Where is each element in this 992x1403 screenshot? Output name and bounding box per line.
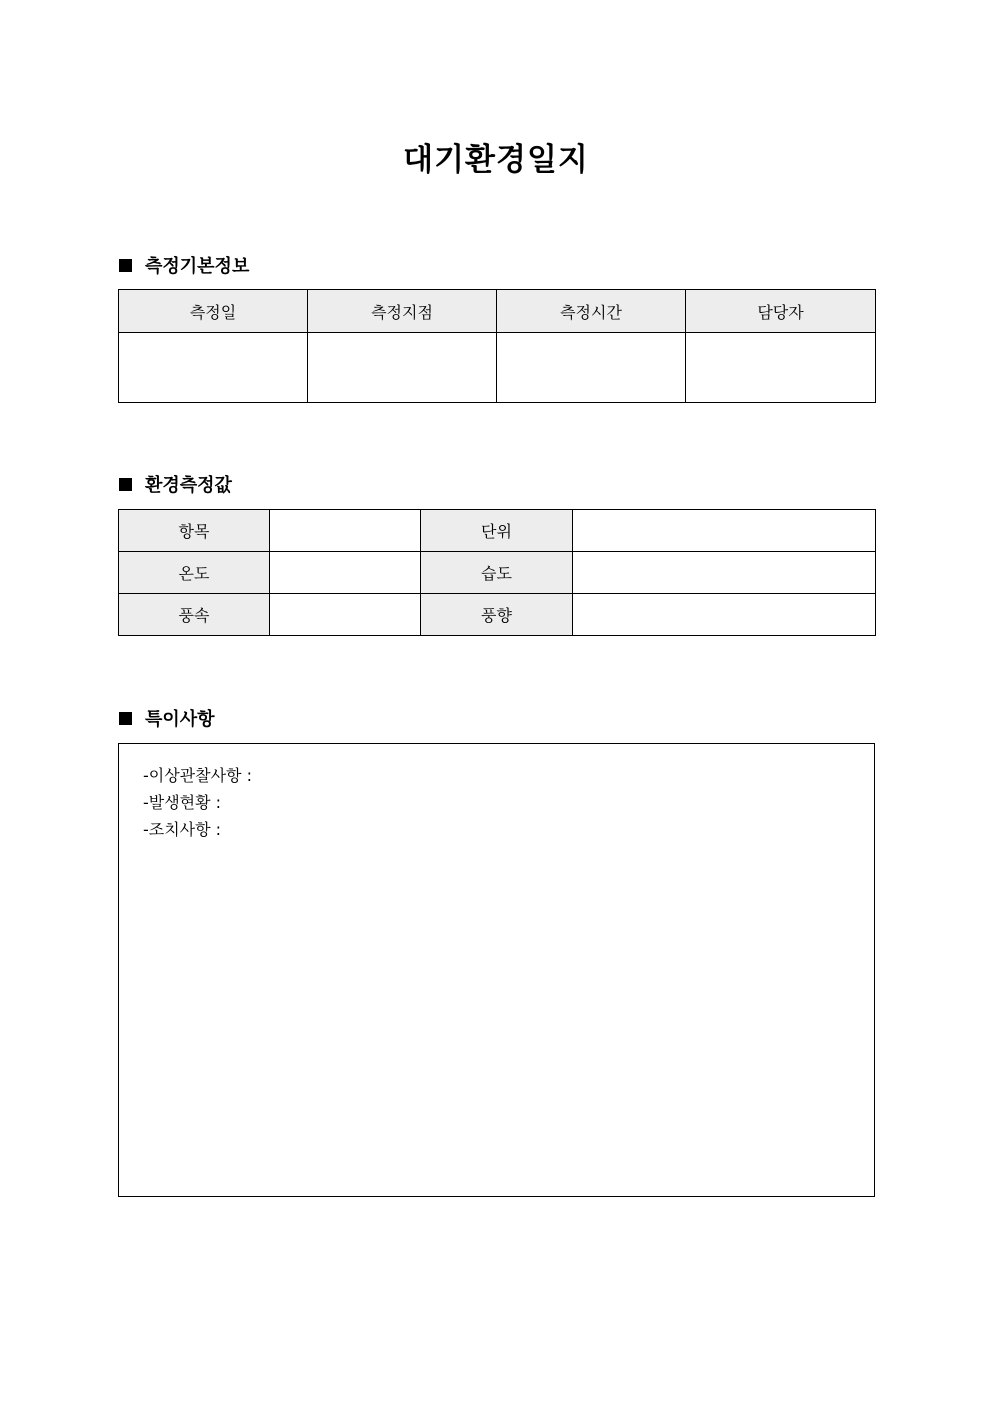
label-wind-direction: 풍향 bbox=[421, 594, 573, 636]
table-row bbox=[119, 510, 876, 552]
wind-speed-value-cell[interactable] bbox=[270, 594, 421, 636]
header-measurement-date: 측정일 bbox=[119, 290, 308, 333]
table-row bbox=[119, 333, 876, 403]
header-person-in-charge: 담당자 bbox=[686, 290, 876, 333]
label-humidity: 습도 bbox=[421, 552, 573, 594]
header-measurement-location: 측정지점 bbox=[308, 290, 497, 333]
header-measurement-time: 측정시간 bbox=[497, 290, 686, 333]
square-bullet-icon bbox=[119, 712, 132, 725]
unit-value-cell[interactable] bbox=[573, 510, 876, 552]
section-heading-label: 특이사항 bbox=[145, 709, 215, 730]
document-title: 대기환경일지 bbox=[403, 142, 589, 178]
section-heading-label: 환경측정값 bbox=[145, 475, 232, 496]
wind-direction-value-cell[interactable] bbox=[573, 594, 876, 636]
measurement-time-cell[interactable] bbox=[497, 333, 686, 403]
section-heading-notes bbox=[119, 705, 215, 731]
measurement-date-cell[interactable] bbox=[119, 333, 308, 403]
square-bullet-icon bbox=[119, 478, 132, 491]
note-observation: -이상관찰사항 : bbox=[143, 766, 252, 785]
item-value-cell[interactable] bbox=[270, 510, 421, 552]
notes-box[interactable] bbox=[118, 743, 875, 1197]
table-row bbox=[119, 552, 876, 594]
note-actions-taken: -조치사항 : bbox=[143, 820, 222, 839]
label-item: 항목 bbox=[119, 510, 270, 552]
label-unit: 단위 bbox=[421, 510, 573, 552]
section-heading-label: 측정기본정보 bbox=[145, 256, 250, 277]
label-wind-speed: 풍속 bbox=[119, 594, 270, 636]
measurements-table bbox=[118, 509, 876, 636]
note-occurrence-status: -발생현황 : bbox=[143, 793, 222, 812]
measurement-location-cell[interactable] bbox=[308, 333, 497, 403]
temperature-value-cell[interactable] bbox=[270, 552, 421, 594]
table-row bbox=[119, 594, 876, 636]
table-header-row bbox=[119, 290, 876, 333]
square-bullet-icon bbox=[119, 259, 132, 272]
person-in-charge-cell[interactable] bbox=[686, 333, 876, 403]
notes-list bbox=[143, 762, 252, 843]
section-heading-basic-info bbox=[119, 252, 249, 278]
section-heading-measurements bbox=[119, 471, 232, 497]
label-temperature: 온도 bbox=[119, 552, 270, 594]
humidity-value-cell[interactable] bbox=[573, 552, 876, 594]
basic-info-table bbox=[118, 289, 876, 403]
